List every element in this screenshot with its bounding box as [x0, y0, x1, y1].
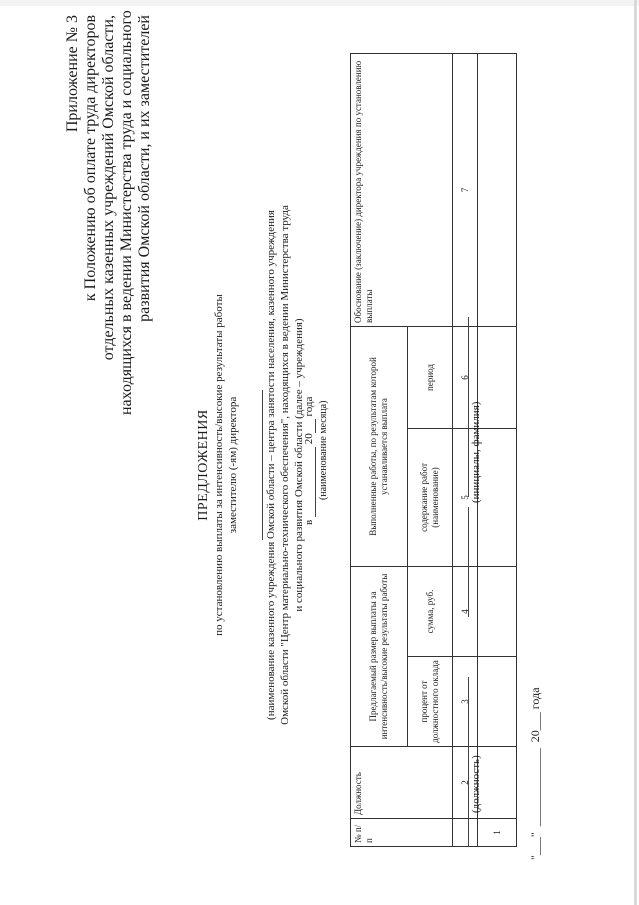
row-number: 1 [478, 819, 517, 847]
year-blank [304, 419, 316, 433]
year-word: года [303, 396, 315, 417]
in-prefix: в [303, 519, 315, 525]
document-subtitle: по установлению выплаты за интенсивность/высокие результаты работы [213, 294, 225, 636]
header-percent: процент от должностного оклада [408, 657, 453, 747]
header-period: период [408, 326, 453, 428]
header-content: содержание работ (наименование) [408, 428, 453, 566]
table-cell [478, 747, 517, 819]
appendix-header [64, 10, 154, 415]
institution-description [262, 115, 306, 815]
month-blank [304, 447, 316, 517]
table-cell [478, 657, 517, 747]
appendix-line: отдельных казенных учреждений Омской области, [100, 15, 117, 361]
signature-line [468, 507, 469, 617]
header-reason: Обоснование (заключение) директора учреждения по установлению выплаты [351, 53, 453, 326]
table-cell [478, 53, 517, 326]
table-cell [478, 428, 517, 566]
header-works-group: Выполненные работы, по результатам которой устанавливается выплата [351, 326, 408, 566]
month-field [302, 325, 316, 525]
date-quote-open: " [528, 855, 542, 860]
header-position: Должность [351, 747, 453, 819]
name-signature-line [468, 317, 469, 497]
position-hint: (должность) [470, 755, 482, 813]
month-hint: (наименование месяца) [318, 400, 329, 500]
appendix-line: развития Омской области, и их заместителей [136, 15, 153, 322]
column-number: 6 [453, 326, 478, 428]
header-number: № п/п [351, 819, 453, 847]
description-line: Омской области "Центр материально-технического обеспечения", находящихся в ведении Министерства труда [279, 205, 291, 725]
document-title: ПРЕДЛОЖЕНИЯ [196, 409, 211, 521]
header-amount-group: Предлагаемый размер выплаты за интенсивность/высокие результаты работы [351, 566, 408, 746]
date-year-word: года [528, 687, 542, 710]
date-year-prefix: 20 [528, 730, 542, 743]
description-line: и социального развития Омской области (далее – учреждения) [293, 318, 305, 612]
date-quote-close: " [528, 832, 542, 838]
description-line: (наименование казенного учреждения Омской области – центра занятости населения, казенного учреждения [265, 210, 277, 720]
table-header-row [351, 53, 408, 846]
appendix-number: Приложение № 3 [64, 15, 81, 133]
column-number: 4 [453, 566, 478, 656]
proposals-table [350, 53, 517, 847]
column-number: 3 [453, 657, 478, 747]
document-subtitle: заместителю (-ям) директора [227, 396, 239, 534]
table-row [478, 53, 517, 846]
blank-line [262, 390, 263, 540]
column-number [453, 819, 478, 847]
column-number: 2 [453, 747, 478, 819]
title-block [195, 165, 240, 765]
date-field: "___" _____________ 20___ года [528, 687, 542, 860]
name-hint: (инициалы, фамилия) [470, 401, 482, 503]
table-cell [478, 326, 517, 428]
column-number: 7 [453, 53, 478, 326]
appendix-line: находящихся в ведении Министерства труда и социального [118, 10, 135, 415]
header-sum: сумма, руб. [408, 566, 453, 656]
year-prefix: 20 [303, 433, 315, 445]
appendix-line: к Положению об оплате труда директоров [82, 15, 99, 302]
position-signature-line [468, 677, 469, 847]
column-number: 5 [453, 428, 478, 566]
table-cell [478, 566, 517, 656]
